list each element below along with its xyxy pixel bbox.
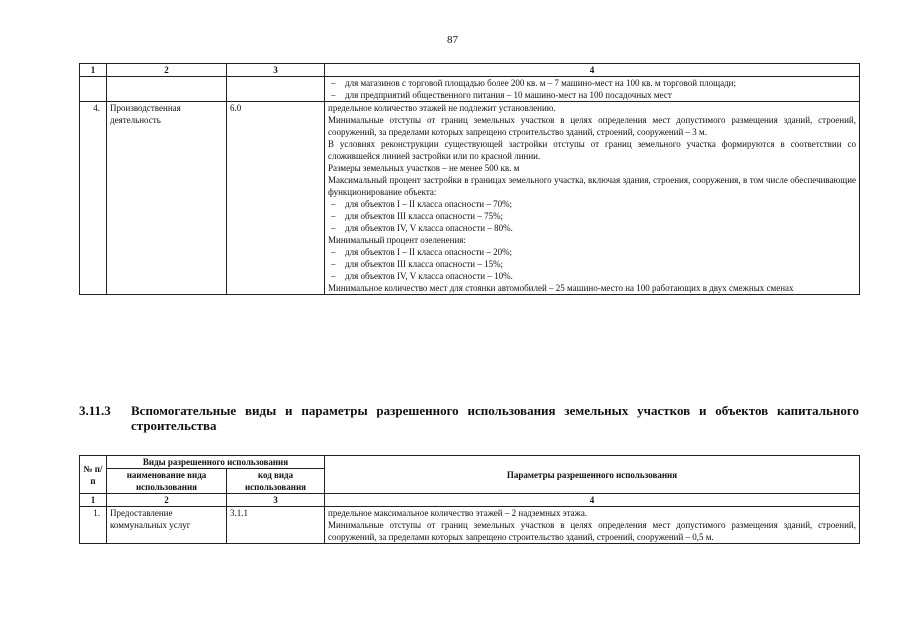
col-index-4: 4 bbox=[325, 494, 860, 507]
table-row-continuation bbox=[80, 77, 860, 102]
param-line: – для объектов III класса опасности – 75%; bbox=[328, 210, 856, 222]
param-line: Минимальный процент озеленения: bbox=[328, 235, 466, 245]
table-row bbox=[80, 507, 860, 544]
param-line: В условиях реконструкции существующей застройки отступы от границ земельного участка формируются в соответствии со сложившейся линией застройки или по красной линии. bbox=[328, 139, 856, 161]
dash-marker: – bbox=[331, 199, 336, 209]
param-line: – для предприятий общественного питания – 10 машино-мест на 100 посадочных мест bbox=[331, 90, 672, 100]
param-line: – для объектов IV, V класса опасности – 80%. bbox=[328, 222, 856, 234]
col-index-4: 4 bbox=[325, 64, 860, 77]
header-params: Параметры разрешенного использования bbox=[325, 456, 860, 494]
param-line: Минимальные отступы от границ земельных участков в целях определения мест допустимого размещения зданий, строений, сооружений, за пределами которых запрещено строительство зданий, строений, сооружений – 0,5 м. bbox=[328, 520, 856, 542]
dash-marker: – bbox=[331, 271, 336, 281]
section-number: 3.11.3 bbox=[79, 403, 111, 418]
page-number: 87 bbox=[447, 34, 458, 46]
dash-marker: – bbox=[331, 223, 336, 233]
param-line: – для магазинов с торговой площадью более 200 кв. м – 7 машино-мест на 100 кв. м торговой площади; bbox=[331, 78, 736, 88]
col-index-2: 2 bbox=[107, 64, 227, 77]
col-index-3: 3 bbox=[227, 64, 325, 77]
table-row bbox=[80, 102, 860, 295]
section-title: Вспомогательные виды и параметры разрешенного использования земельных участков и объектов капитального строительства bbox=[131, 403, 859, 433]
use-type-code: 6.0 bbox=[227, 102, 325, 295]
use-type-name: Производственная деятельность bbox=[107, 102, 227, 295]
section-heading bbox=[79, 403, 859, 433]
header-num: № п/п bbox=[80, 456, 107, 494]
param-line: Минимальное количество мест для стоянки автомобилей – 25 машино-место на 100 работающих в двух смежных сменах bbox=[328, 283, 794, 293]
col-index-3: 3 bbox=[227, 494, 325, 507]
param-line: – для объектов IV, V класса опасности – 10%. bbox=[328, 270, 856, 282]
param-line: – для объектов I – II класса опасности – 70%; bbox=[328, 198, 856, 210]
param-line: Размеры земельных участков – не менее 500 кв. м bbox=[328, 163, 520, 173]
continuation-cell bbox=[325, 77, 860, 102]
param-line: – для объектов III класса опасности – 15%; bbox=[328, 258, 856, 270]
row-number: 4. bbox=[80, 102, 107, 295]
header-group: Виды разрешенного использования bbox=[107, 456, 325, 469]
params-cell bbox=[325, 507, 860, 544]
use-type-name: Предоставление коммунальных услуг bbox=[107, 507, 227, 544]
col-index-2: 2 bbox=[107, 494, 227, 507]
row-number: 1. bbox=[80, 507, 107, 544]
param-line: предельное максимальное количество этажей – 2 надземных этажа. bbox=[328, 508, 588, 518]
header-name: наименование вида использования bbox=[107, 469, 227, 494]
header-code: код вида использования bbox=[227, 469, 325, 494]
table-main-params bbox=[79, 63, 860, 295]
param-line: – для объектов I – II класса опасности – 20%; bbox=[328, 246, 856, 258]
dash-marker: – bbox=[331, 247, 336, 257]
col-index-1: 1 bbox=[80, 494, 107, 507]
table-auxiliary-params bbox=[79, 455, 860, 544]
dash-marker: – bbox=[331, 211, 336, 221]
param-line: Максимальный процент застройки в границах земельного участка, включая здания, строения, сооружения, в том числе обеспечивающие функционирование объекта: bbox=[328, 175, 856, 197]
table-index-row bbox=[80, 64, 860, 77]
params-cell bbox=[325, 102, 860, 295]
param-line: Минимальные отступы от границ земельных участков в целях определения мест допустимого размещения зданий, строений, сооружений, за пределами которых запрещено строительство зданий, строений, сооружений – 3 м. bbox=[328, 115, 856, 137]
param-line: предельное количество этажей не подлежит установлению. bbox=[328, 103, 556, 113]
use-type-code: 3.1.1 bbox=[227, 507, 325, 544]
dash-marker: – bbox=[331, 259, 336, 269]
table-index-row bbox=[80, 494, 860, 507]
col-index-1: 1 bbox=[80, 64, 107, 77]
